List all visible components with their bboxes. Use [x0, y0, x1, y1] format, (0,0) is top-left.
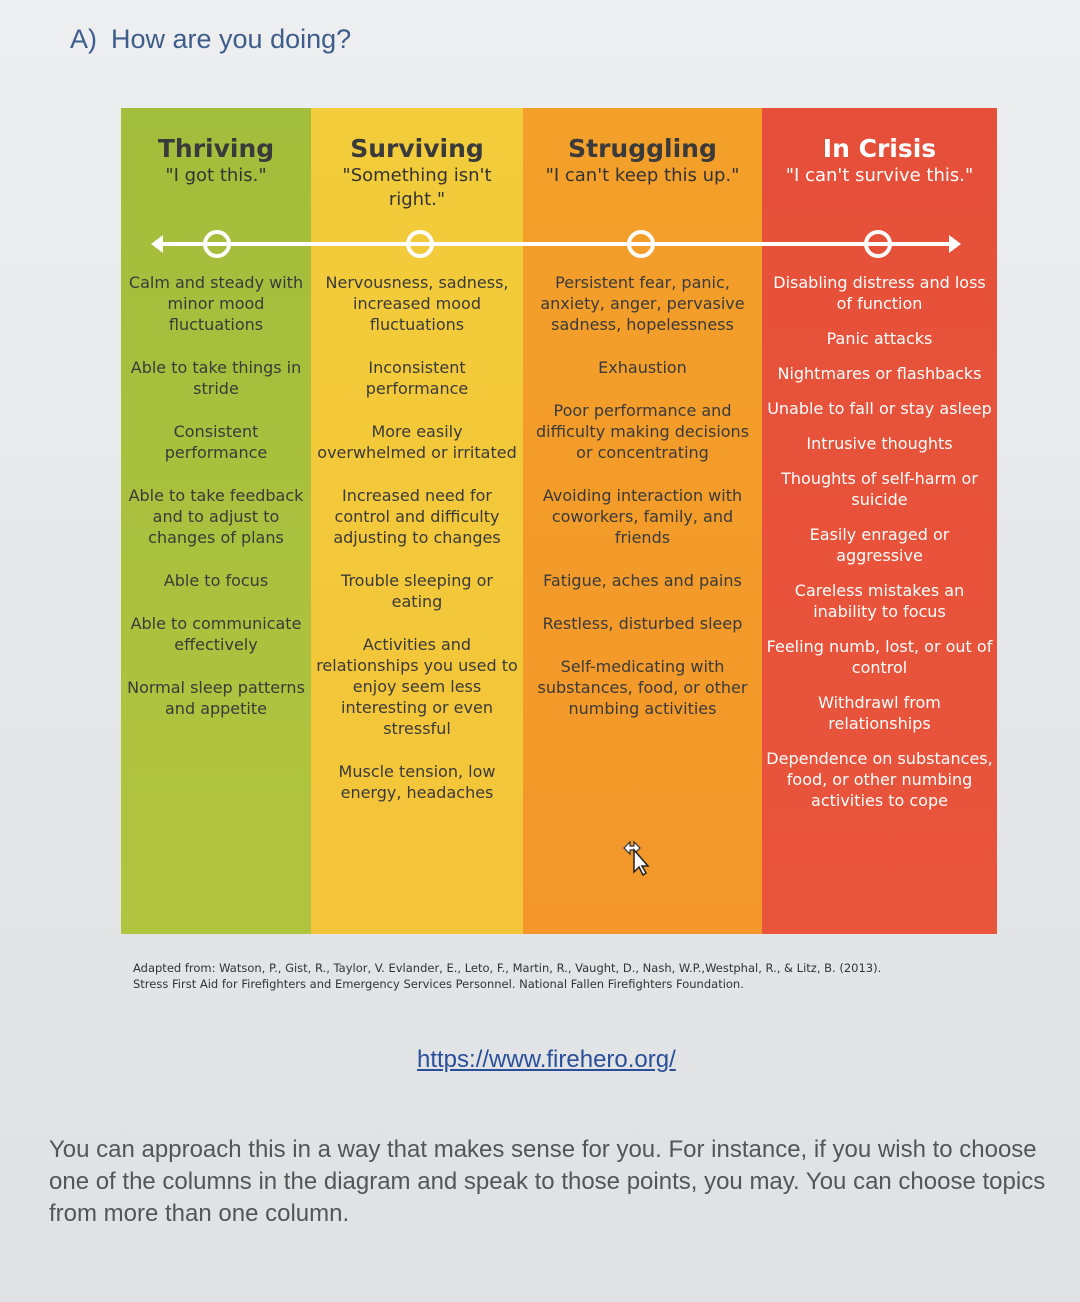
instructions-paragraph: You can approach this in a way that makes sense for you. For instance, if you wish to choose one of the columns in the diagram and speak to those points, you may. You can choose topics from more than one column. [49, 1136, 1046, 1227]
column-items [121, 238, 311, 719]
arrow-right-icon [949, 235, 961, 253]
column-title: Struggling [568, 134, 717, 163]
list-item: Nervousness, sadness, increased mood fluctuations [325, 273, 509, 334]
column-quote: "Something isn't right." [342, 165, 492, 210]
list-item: Increased need for control and difficulty adjusting to changes [333, 486, 501, 547]
list-item: Withdrawl from relationships [818, 693, 941, 733]
section-heading [70, 24, 351, 55]
column-header [121, 108, 311, 238]
list-item: Inconsistent performance [365, 358, 469, 398]
list-item: Calm and steady with minor mood fluctuations [128, 273, 304, 334]
list-item: Able to take feedback and to adjust to changes of plans [128, 486, 304, 547]
list-item: Consistent performance [164, 422, 268, 462]
list-item: Restless, disturbed sleep [542, 614, 743, 633]
list-item: Muscle tension, low energy, headaches [338, 762, 496, 802]
column-header [311, 108, 523, 238]
list-item: Avoiding interaction with coworkers, family, and friends [542, 486, 743, 547]
column-items [523, 238, 762, 719]
list-item: Thoughts of self-harm or suicide [781, 469, 978, 509]
column-header [523, 108, 762, 238]
scale-node-icon [627, 230, 655, 258]
list-item: Feeling numb, lost, or out of control [766, 637, 993, 677]
list-item: Self-medicating with substances, food, or other numbing activities [537, 657, 748, 718]
scale-line [159, 242, 955, 246]
continuum-scale [121, 228, 997, 260]
column-title: Surviving [350, 134, 484, 163]
citation-line: Adapted from: Watson, P., Gist, R., Taylor, V. Evlander, E., Leto, F., Martin, R., Vaught, D., Nash, W.P.,Westphal, R., & Litz, B. (2013). [133, 961, 882, 975]
move-cursor-icon [620, 836, 654, 876]
list-item: Easily enraged or aggressive [809, 525, 950, 565]
scale-node-icon [864, 230, 892, 258]
scale-node-icon [203, 230, 231, 258]
column-quote: "I can't keep this up." [545, 165, 740, 186]
list-item: Activities and relationships you used to enjoy seem less interesting or even stressful [316, 635, 518, 738]
list-item: Able to communicate effectively [130, 614, 302, 654]
list-item: More easily overwhelmed or irritated [317, 422, 517, 462]
list-item: Poor performance and difficulty making decisions or concentrating [535, 401, 750, 462]
list-item: Trouble sleeping or eating [341, 571, 493, 611]
citation-line: Stress First Aid for Firefighters and Emergency Services Personnel. National Fallen Firefighters Foundation. [133, 977, 744, 991]
section-number: A) [70, 24, 97, 54]
list-item: Exhaustion [598, 358, 687, 377]
list-item: Disabling distress and loss of function [773, 273, 986, 313]
section-title: How are you doing? [111, 24, 352, 54]
firehero-link[interactable]: https://www.firehero.org/ [417, 1046, 676, 1073]
list-item: Able to focus [163, 571, 269, 590]
column-header [762, 108, 997, 238]
column-quote: "I can't survive this." [785, 165, 974, 186]
column-title: Thriving [157, 134, 275, 163]
column-quote: "I got this." [165, 165, 267, 186]
scale-node-icon [406, 230, 434, 258]
list-item: Careless mistakes an inability to focus [794, 581, 965, 621]
column-title: In Crisis [822, 134, 937, 163]
column-items [762, 238, 997, 811]
list-item: Unable to fall or stay asleep [767, 399, 992, 418]
list-item: Panic attacks [826, 329, 933, 348]
list-item: Nightmares or flashbacks [777, 364, 982, 383]
column-items [311, 238, 523, 803]
source-citation [133, 960, 983, 992]
list-item: Intrusive thoughts [806, 434, 953, 453]
list-item: Fatigue, aches and pains [543, 571, 742, 590]
list-item: Able to take things in stride [130, 358, 302, 398]
list-item: Dependence on substances, food, or other numbing activities to cope [766, 749, 993, 810]
list-item: Normal sleep patterns and appetite [127, 678, 305, 718]
list-item: Persistent fear, panic, anxiety, anger, pervasive sadness, hopelessness [540, 273, 745, 334]
